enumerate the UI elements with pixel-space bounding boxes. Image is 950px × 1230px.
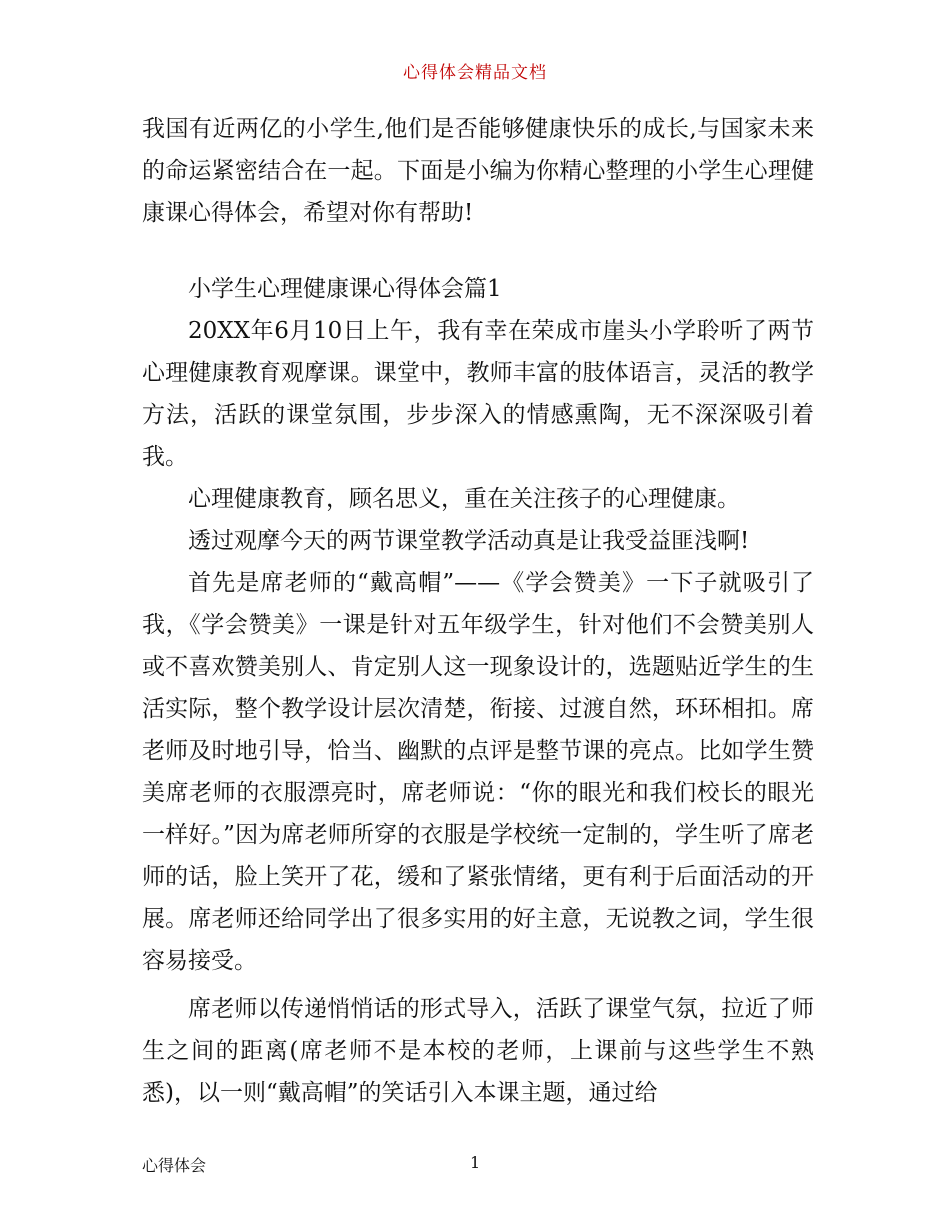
body-paragraph-5: 席老师以传递悄悄话的形式导入，活跃了课堂气氛，拉近了师生之间的距离(席老师不是本校的老师，上课前与这些学生不熟悉)，以一则“戴高帽”的笑话引入本课主题，通过给: [142, 996, 814, 1106]
body-paragraph-4: 首先是席老师的“戴高帽”——《学会赞美》一下子就吸引了我，《学会赞美》一课是针对五年级学生，针对他们不会赞美别人或不喜欢赞美别人、肯定别人这一现象设计的，选题贴近学生的生活实际，整个教学设计层次清楚，衔接、过渡自然，环环相扣。席老师及时地引导，恰当、幽默的点评是整节课的亮点。比如学生赞美席老师的衣服漂亮时，席老师说：“你的眼光和我们校长的眼光一样好。”因为席老师所穿的衣服是学校统一定制的，学生听了席老师的话，脸上笑开了花，缓和了紧张情绪，更有利于后面活动的开展。席老师还给同学出了很多实用的好主意，无说教之词，学生很容易接受。: [142, 570, 814, 974]
body-paragraph-3: 透过观摩今天的两节课堂教学活动真是让我受益匪浅啊!: [188, 528, 750, 554]
document-body: [142, 108, 814, 1114]
body-paragraph-1: 20XX年6月10日上午，我有幸在荣成市崖头小学聆听了两节心理健康教育观摩课。课堂中，教师丰富的肢体语言，灵活的教学方法，活跃的课堂氛围，步步深入的情感熏陶，无不深深吸引着我。: [142, 318, 814, 470]
footer-label: 心得体会: [142, 1156, 207, 1175]
section-title: 小学生心理健康课心得体会篇1: [188, 276, 502, 302]
page-header-title: 心得体会精品文档: [403, 63, 547, 83]
intro-paragraph: 我国有近两亿的小学生,他们是否能够健康快乐的成长,与国家未来的命运紧密结合在一起。下面是小编为你精心整理的小学生心理健康课心得体会，希望对你有帮助!: [142, 116, 814, 226]
page-number: 1: [470, 1153, 481, 1172]
body-paragraph-2: 心理健康教育，顾名思义，重在关注孩子的心理健康。: [188, 486, 740, 512]
